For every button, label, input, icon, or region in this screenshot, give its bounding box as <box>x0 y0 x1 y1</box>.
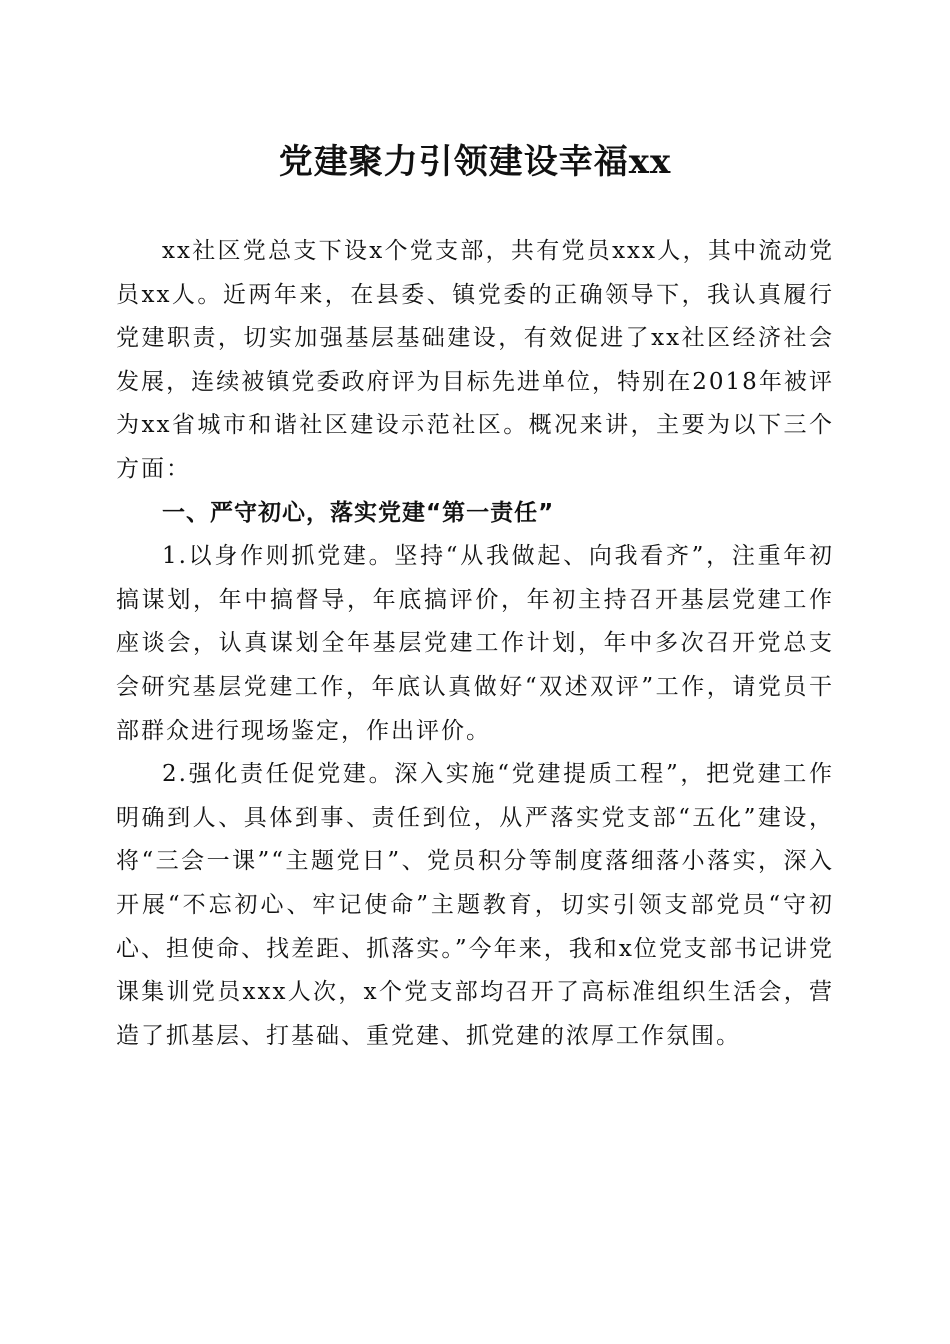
item-paragraph-2: 2.强化责任促党建。深入实施“党建提质工程”，把党建工作明确到人、具体到事、责任到位，从严落实党支部“五化”建设，将“三会一课”“主题党日”、党员积分等制度落细落小落实，深入开展“不忘初心、牢记使命”主题教育，切实引领支部党员“守初心、担使命、找差距、抓落实。”今年来，我和x位党支部书记讲党课集训党员xxx人次，x个党支部均召开了高标准组织生活会，营造了抓基层、打基础、重党建、抓党建的浓厚工作氛围。 <box>116 761 834 1049</box>
section-heading: 一、严守初心，落实党建“第一责任” <box>162 499 555 526</box>
document-body <box>116 230 834 1058</box>
item-paragraph-1: 1.以身作则抓党建。坚持“从我做起、向我看齐”，注重年初搞谋划，年中搞督导，年底搞评价，年初主持召开基层党建工作座谈会，认真谋划全年基层党建工作计划，年中多次召开党总支会研究基层党建工作，年底认真做好“双述双评”工作，请党员干部群众进行现场鉴定，作出评价。 <box>116 543 834 744</box>
document-title: 党建聚力引领建设幸福xx <box>278 142 672 182</box>
intro-paragraph: xx社区党总支下设x个党支部，共有党员xxx人，其中流动党员xx人。近两年来，在县委、镇党委的正确领导下，我认真履行党建职责，切实加强基层基础建设，有效促进了xx社区经济社会发展，连续被镇党委政府评为目标先进单位，特别在2018年被评为xx省城市和谐社区建设示范社区。概况来讲，主要为以下三个方面： <box>116 238 834 482</box>
